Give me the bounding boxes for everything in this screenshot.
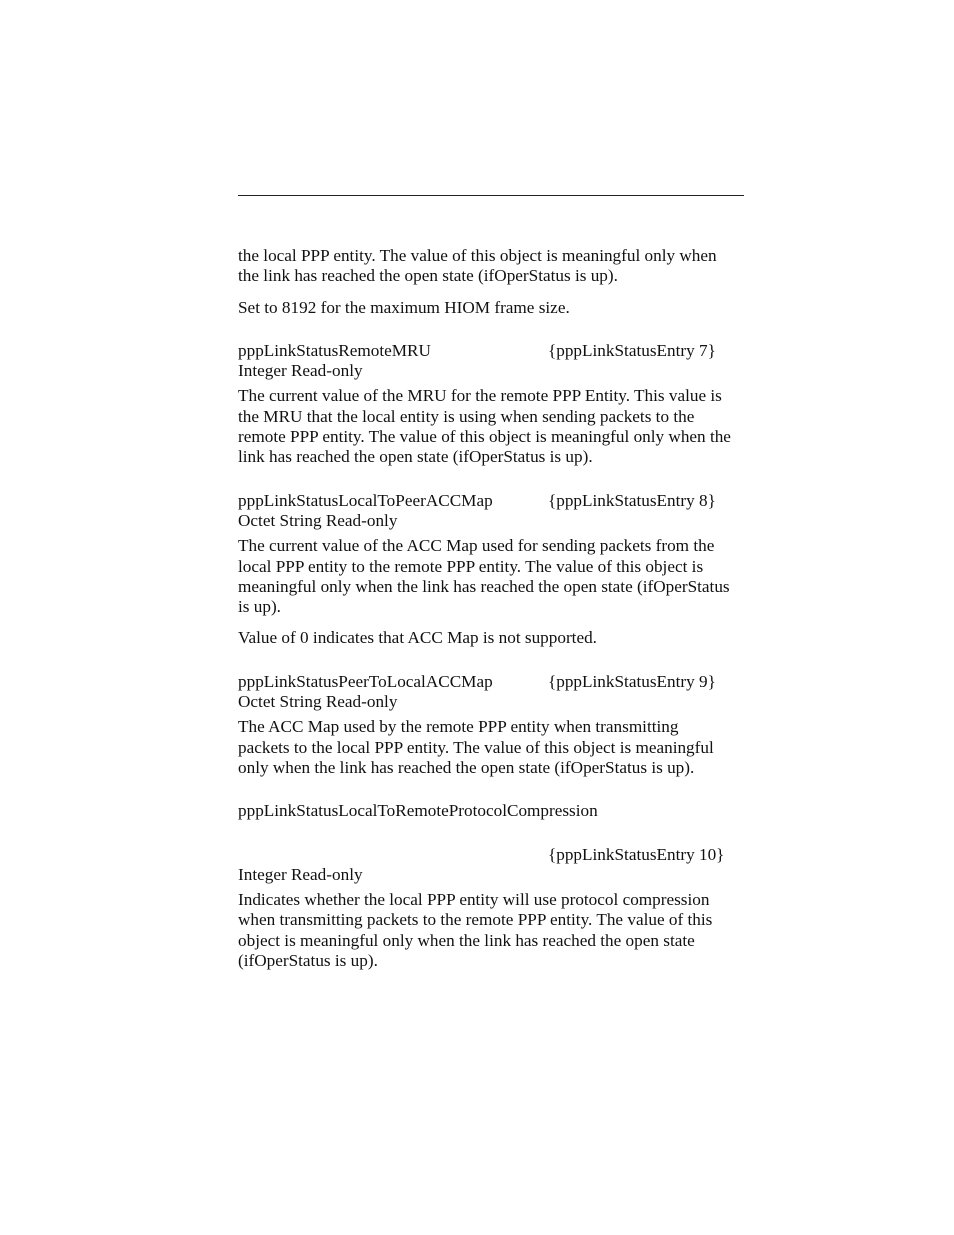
entry-header	[238, 341, 758, 361]
entry-oid: {pppLinkStatusEntry 7}	[548, 340, 716, 360]
entry-description	[238, 386, 744, 467]
entry-description	[238, 717, 728, 778]
entry-oid-line	[238, 845, 758, 865]
entry-description-paragraph: The current value of the MRU for the remote PPP Entity. This value is the MRU that the local entity is using when sending packets to the remote PPP entity. The value of this object is meaningful only when the link has reached the open state (ifOperStatus is up).	[238, 386, 731, 467]
entry-oid: {pppLinkStatusEntry 9}	[548, 671, 716, 691]
entry-description	[238, 890, 738, 971]
entry-oid: {pppLinkStatusEntry 10}	[548, 844, 725, 864]
entry-name: pppLinkStatusRemoteMRU	[238, 340, 431, 360]
entry-header	[238, 491, 758, 511]
entry-name: pppLinkStatusLocalToRemoteProtocolCompression	[238, 801, 598, 821]
entry-type: Integer Read-only	[238, 361, 363, 381]
header-rule	[238, 195, 744, 196]
intro-paragraph: the local PPP entity. The value of this object is meaningful only when the link has reached the open state (ifOperStatus is up).	[238, 246, 717, 286]
entry-header	[238, 672, 758, 692]
mib-entry-remote-mru	[238, 341, 758, 468]
entry-oid: {pppLinkStatusEntry 8}	[548, 490, 716, 510]
entry-header	[238, 801, 758, 821]
intro-note: Set to 8192 for the maximum HIOM frame size.	[238, 297, 570, 317]
entry-description-paragraph: The current value of the ACC Map used for sending packets from the local PPP entity to the remote PPP entity. The value of this object is meaningful only when the link has reached the open state (ifOperStatus is up).	[238, 536, 730, 617]
entry-type: Integer Read-only	[238, 864, 363, 884]
entry-type: Octet String Read-only	[238, 692, 398, 712]
entry-type: Octet String Read-only	[238, 510, 398, 530]
entry-description-note: Value of 0 indicates that ACC Map is not supported.	[238, 628, 597, 648]
entry-description-paragraph: Indicates whether the local PPP entity will use protocol compression when transmitting packets to the remote PPP entity. The value of this object is meaningful only when the link has reached the open state (ifOperStatus is up).	[238, 890, 713, 971]
entry-name: pppLinkStatusLocalToPeerACCMap	[238, 490, 493, 510]
mib-entry-peer-to-local-accmap	[238, 672, 758, 778]
entry-description	[238, 536, 744, 648]
entry-name: pppLinkStatusPeerToLocalACCMap	[238, 671, 493, 691]
mib-entry-local-to-peer-accmap	[238, 491, 758, 649]
page-content	[238, 246, 758, 982]
mib-entry-protocol-compression	[238, 801, 758, 971]
entry-description-paragraph: The ACC Map used by the remote PPP entity when transmitting packets to the local PPP entity. The value of this object is meaningful only when the link has reached the open state (ifOperStatus is up).	[238, 717, 714, 777]
